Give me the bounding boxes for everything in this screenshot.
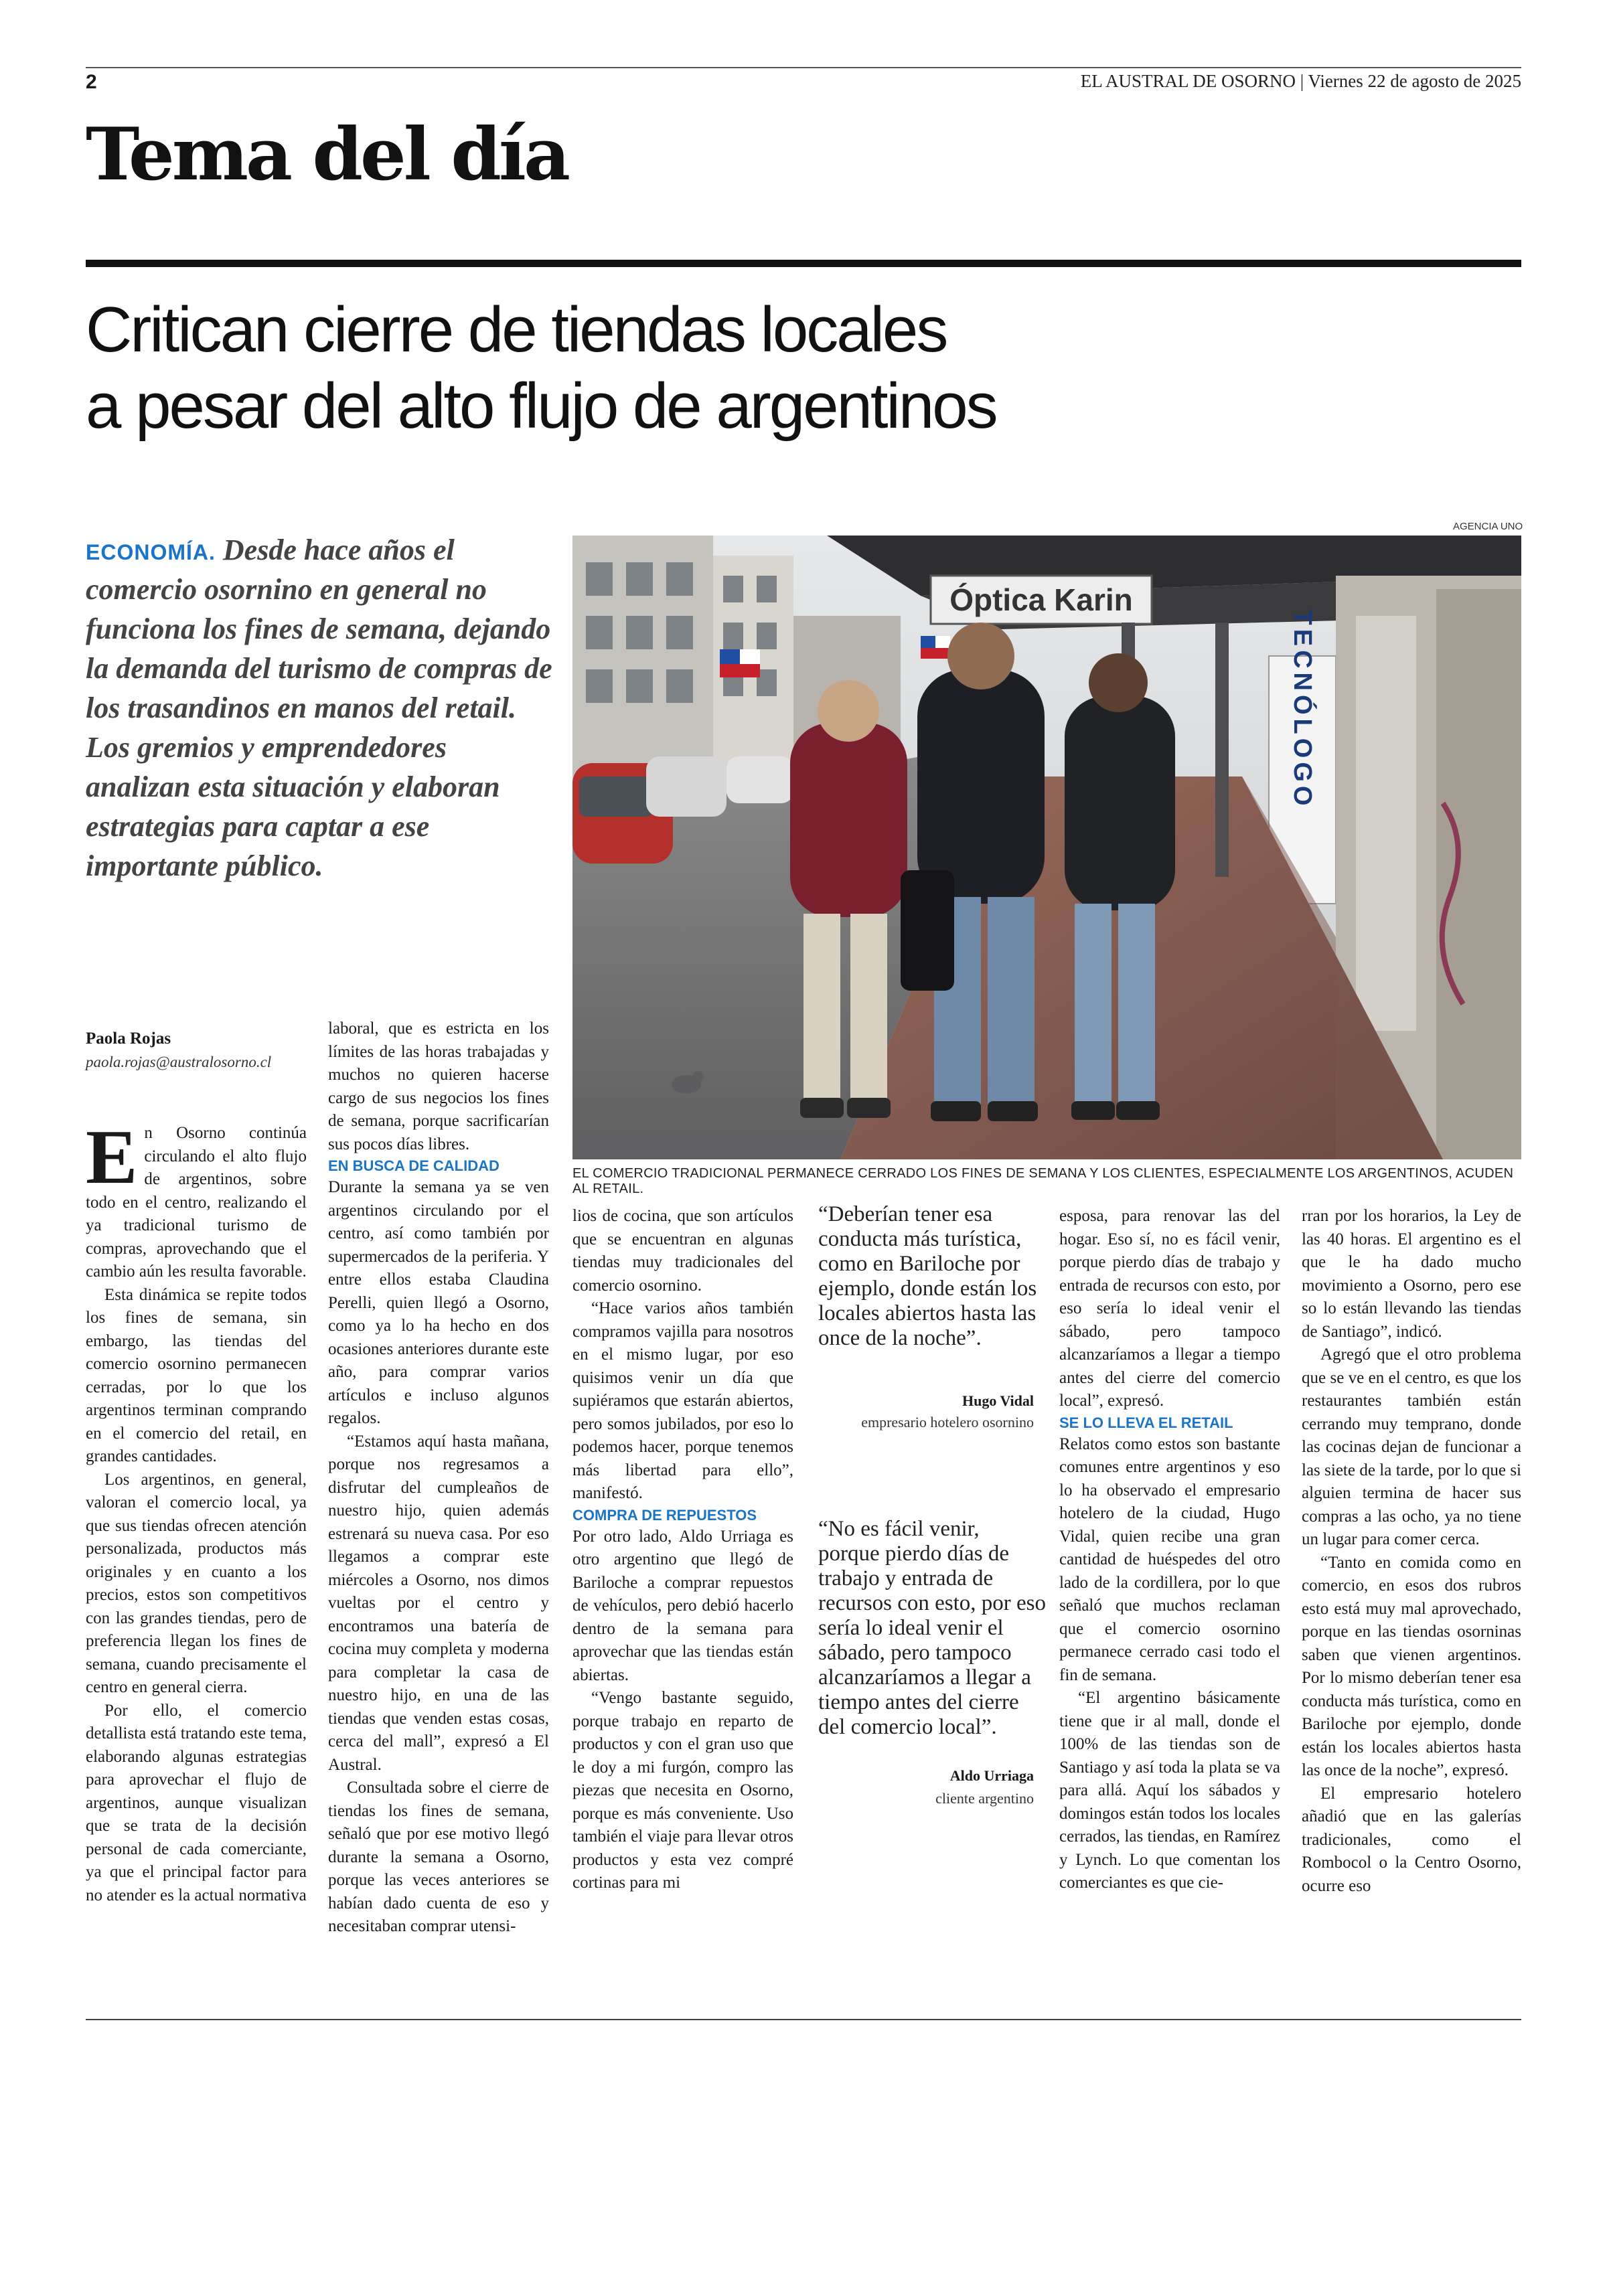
paragraph: “Estamos aquí hasta mañana, porque nos regresamos a disfrutar del cumpleaños de nuestro hijo, quien además estrenará su nueva casa. Por eso llegamos a comprar este miércoles a Osorno, nos dimos vueltas por el centro y encontramos una batería de cocina muy completa y moderna para completar la casa de nuestro hijo, en una de las tiendas que venden estas cosas, cerca del mall”, expresó a El Austral. <box>328 1432 549 1774</box>
paragraph: Por otro lado, Aldo Urriaga es otro argentino que llegó de Bariloche a comprar repuestos de vehículos, pero debió hacerlo dentro de la semana para aprovechar que las tiendas están abiertas. <box>572 1527 793 1684</box>
column-2 <box>328 1017 549 1939</box>
street-scene-illustration <box>572 536 1521 1159</box>
bottom-rule <box>86 2019 1521 2020</box>
headline-line-2: a pesar del alto flujo de argentinos <box>86 370 996 442</box>
paragraph <box>86 1115 307 1284</box>
photo-caption: EL COMERCIO TRADICIONAL PERMANECE CERRADO LOS FINES DE SEMANA Y LOS CLIENTES, ESPECIALMENTE LOS ARGENTINOS, ACUDEN AL RETAIL. <box>572 1166 1514 1196</box>
top-rule <box>86 67 1521 68</box>
column-1 <box>86 1115 307 1907</box>
quote-2-author: Aldo Urriaga <box>949 1767 1034 1784</box>
page-number: 2 <box>86 71 97 93</box>
paragraph-text: n Osorno continúa circulando el alto flujo de argentinos, sobre todo en el centro, realizando el ya tradicional turismo de compras, aprovechando que el cambio aún les resulta favorable. <box>86 1124 307 1281</box>
masthead: EL AUSTRAL DE OSORNO | Viernes 22 de agosto de 2025 <box>1080 71 1521 91</box>
paragraph: laboral, que es estricta en los límites de las horas trabajadas y muchos no quieren hacerse cargo de sus negocios los fines de semana, porque sacrificarían sus pocos días libres. <box>328 1019 549 1153</box>
paragraph: Relatos como estos son bastante comunes entre argentinos y eso lo ha observado el empresario hotelero de la ciudad, Hugo Vidal, quien recibe una gran cantidad de huéspedes del otro lado de la cordillera, por lo que señaló que muchos reclaman que el comercio osornino permanece cerrado casi todo el fin de semana. <box>1059 1434 1280 1684</box>
quote-1-role: empresario hotelero osornino <box>861 1414 1034 1430</box>
section-title: Tema del día <box>86 112 568 197</box>
paragraph: “El argentino básicamente tiene que ir al mall, donde el 100% de las tiendas son de Santiago y así toda la plata se va para allá. Aquí los sábados y domingos están todos los locales cerrados, las tiendas, en Ramírez y Lynch. Lo que comentan los comerciantes es que cie- <box>1059 1689 1280 1892</box>
paragraph: “Vengo bastante seguido, porque trabajo en reparto de productos y con el gran uso que le doy a mi furgón, compro las piezas que necesita en Osorno, porque es más conveniente. Uso también el viaje para llevar otros productos y esta vez compré cortinas para mi <box>572 1689 793 1892</box>
column-6 <box>1302 1205 1521 1898</box>
column-5 <box>1059 1205 1280 1895</box>
subhead: COMPRA DE REPUESTOS <box>572 1506 757 1524</box>
paragraph: Consultada sobre el cierre de tiendas los fines de semana, señaló que por ese motivo llegó durante la semana a Osorno, porque las veces anteriores se habían dado cuenta de eso y necesitaban comprar utensi- <box>328 1779 549 1935</box>
paragraph: rran por los horarios, la Ley de las 40 horas. El argentino es el que le ha dado mucho movimiento a Osorno, pero ese so lo están llevando las tiendas de Santiago”, indicó. <box>1302 1207 1521 1341</box>
paragraph: Esta dinámica se repite todos los fines de semana, sin embargo, las tiendas del comercio osornino permanecen cerradas, por lo que los argentinos terminan comprando en el comercio del retail, en grandes cantidades. <box>86 1285 307 1465</box>
photo-credit: AGENCIA UNO <box>1453 521 1523 532</box>
pull-quote-1: “Deberían tener esa conducta más turística, como en Bariloche por ejemplo, donde están los locales abiertos hasta las once de la noche”. <box>818 1202 1037 1350</box>
paragraph: “Hace varios años también compramos vajilla para nosotros en el mismo lugar, por eso quisimos venir un día que supiéramos que estarán abiertos, pero somos jubilados, por eso lo podemos hacer, porque tenemos más libertad para ello”, manifestó. <box>572 1299 793 1502</box>
subhead: SE LO LLEVA EL RETAIL <box>1059 1414 1233 1431</box>
optica-sign-text: Óptica Karin <box>949 582 1133 617</box>
pull-quote-2: “No es fácil venir, porque pierdo días de trabajo y entrada de recursos con esto, por eso sería lo ideal venir el sábado, pero tampoco alcanzaríamos a llegar a tiempo antes del cierre del comercio local”. <box>818 1517 1046 1739</box>
author-name: Paola Rojas <box>86 1030 171 1048</box>
headline-line-1: Critican cierre de tiendas locales <box>86 294 947 365</box>
paragraph: Los argentinos, en general, valoran el comercio local, ya que sus tiendas ofrecen atención personalizada, productos más originales y en cuanto a los precios, estos son competitivos con las grandes tiendas, pero de preferencia llegan los fines de semana, cuando precisamente el centro en general cierra. <box>86 1470 307 1696</box>
drop-cap: E <box>86 1115 138 1200</box>
lead-paragraph <box>86 530 554 886</box>
paragraph: lios de cocina, que son artículos que se encuentran en algunas tiendas muy tradicionales del comercio osornino. <box>572 1207 793 1295</box>
kicker: ECONOMÍA. <box>86 540 216 564</box>
column-3 <box>572 1205 793 1895</box>
article-photo <box>572 536 1521 1159</box>
tecnologo-sign-text: TECNÓLOGO <box>1288 609 1316 810</box>
lead-text: Desde hace años el comercio osornino en general no funciona los fines de semana, dejando la demanda del turismo de compras de los trasandinos en manos del retail. Los gremios y emprendedores analizan esta situación y elaboran estrategias para captar a ese importante público. <box>86 534 552 882</box>
quote-1-author: Hugo Vidal <box>962 1392 1034 1409</box>
paragraph: esposa, para renovar las del hogar. Eso sí, no es fácil venir, porque pierdo días de trabajo y entrada de recursos con esto, por eso sería lo ideal venir el sábado, pero tampoco alcanzaríamos a llegar a tiempo antes del cierre del comercio local”, expresó. <box>1059 1207 1280 1410</box>
paragraph: Agregó que el otro problema que se ve en el centro, es que los restaurantes también están cerrando muy temprano, donde las cocinas dejan de funcionar a las siete de la tarde, por lo que si alguien termina de hacer sus compras a las ocho, ya no tiene un lugar para comer cerca. <box>1302 1345 1521 1548</box>
quote-2-role: cliente argentino <box>935 1790 1034 1807</box>
headline <box>86 292 1532 444</box>
section-rule <box>86 260 1521 267</box>
subhead: EN BUSCA DE CALIDAD <box>328 1157 500 1174</box>
paragraph: El empresario hotelero añadió que en las galerías tradicionales, como el Rombocol o la Centro Osorno, ocurre eso <box>1302 1784 1521 1895</box>
author-email: paola.rojas@australosorno.cl <box>86 1054 272 1070</box>
paragraph: “Tanto en comida como en comercio, en esos dos rubros esto está muy mal aprovechado, porque en las tiendas osorninas saben que vienen argentinos. Por lo mismo deberían tener esa conducta más turística, como en Bariloche por ejemplo, donde están los locales abiertos hasta las once de la noche”, expresó. <box>1302 1553 1521 1779</box>
paragraph: Durante la semana ya se ven argentinos circulando por el centro, así como también por supermercados de la periferia. Y entre ellos estaba Claudina Perelli, quien llegó a Osorno, como ya lo ha hecho en dos ocasiones anteriores durante este año, para comprar varios artículos e incluso algunos regalos. <box>328 1178 549 1427</box>
paragraph: Por ello, el comercio detallista está tratando este tema, elaborando algunas estrategias para aprovechar el flujo de argentinos, aunque visualizan que se trata de la decisión personal de cada comerciante, ya que el principal factor para no atender es la actual normativa <box>86 1701 307 1904</box>
